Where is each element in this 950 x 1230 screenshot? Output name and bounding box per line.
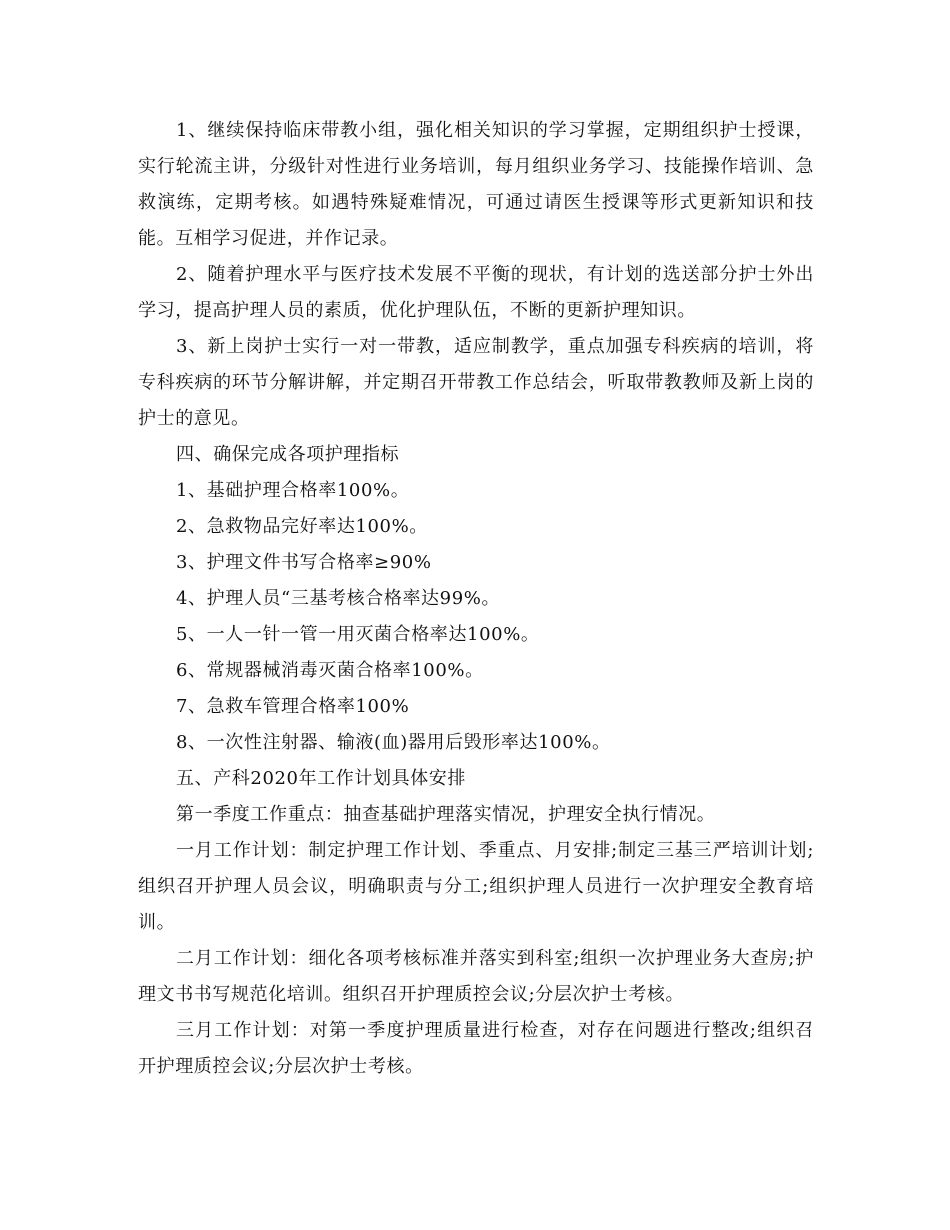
paragraph-january-plan: 一月工作计划：制定护理工作计划、季重点、月安排;制定三基三严培训计划;组织召开护理人员会议，明确职责与分工;组织护理人员进行一次护理安全教育培训。 — [138, 840, 814, 933]
paragraph-q1-focus: 第一季度工作重点：抽查基础护理落实情况，护理安全执行情况。 — [176, 804, 716, 825]
indicator-item-8: 8、一次性注射器、输液(血)器用后毁形率达100%。 — [176, 732, 611, 753]
document-body — [138, 113, 814, 1085]
indicator-item-5: 5、一人一针一管一用灭菌合格率达100%。 — [176, 624, 540, 645]
paragraph-february-plan: 二月工作计划：细化各项考核标准并落实到科室;组织一次护理业务大查房;护理文书书写规范化培训。组织召开护理质控会议;分层次护士考核。 — [138, 948, 814, 1005]
paragraph-external-study: 2、随着护理水平与医疗技术发展不平衡的现状，有计划的选送部分护士外出学习，提高护理人员的素质，优化护理队伍，不断的更新护理知识。 — [138, 264, 814, 321]
section-heading-indicators: 四、确保完成各项护理指标 — [176, 444, 400, 465]
paragraph-teaching-group: 1、继续保持临床带教小组，强化相关知识的学习掌握，定期组织护士授课，实行轮流主讲，分级针对性进行业务培训，每月组织业务学习、技能操作培训、急救演练，定期考核。如遇特殊疑难情况，可通过请医生授课等形式更新知识和技能。互相学习促进，并作记录。 — [138, 120, 814, 249]
indicator-item-6: 6、常规器械消毒灭菌合格率100%。 — [176, 660, 484, 681]
paragraph-march-plan: 三月工作计划：对第一季度护理质量进行检查，对存在问题进行整改;组织召开护理质控会议;分层次护士考核。 — [138, 1020, 814, 1077]
indicator-item-7: 7、急救车管理合格率100% — [176, 696, 410, 717]
indicator-item-4: 4、护理人员“三基考核合格率达99%。 — [176, 588, 501, 609]
paragraph-new-nurse-mentoring: 3、新上岗护士实行一对一带教，适应制教学，重点加强专科疾病的培训，将专科疾病的环节分解讲解，并定期召开带教工作总结会，听取带教教师及新上岗的护士的意见。 — [138, 336, 814, 429]
indicator-item-2: 2、急救物品完好率达100%。 — [176, 516, 428, 537]
section-heading-plan: 五、产科2020年工作计划具体安排 — [176, 768, 467, 789]
indicator-item-1: 1、基础护理合格率100%。 — [176, 480, 410, 501]
indicator-item-3: 3、护理文件书写合格率≥90% — [176, 552, 432, 573]
